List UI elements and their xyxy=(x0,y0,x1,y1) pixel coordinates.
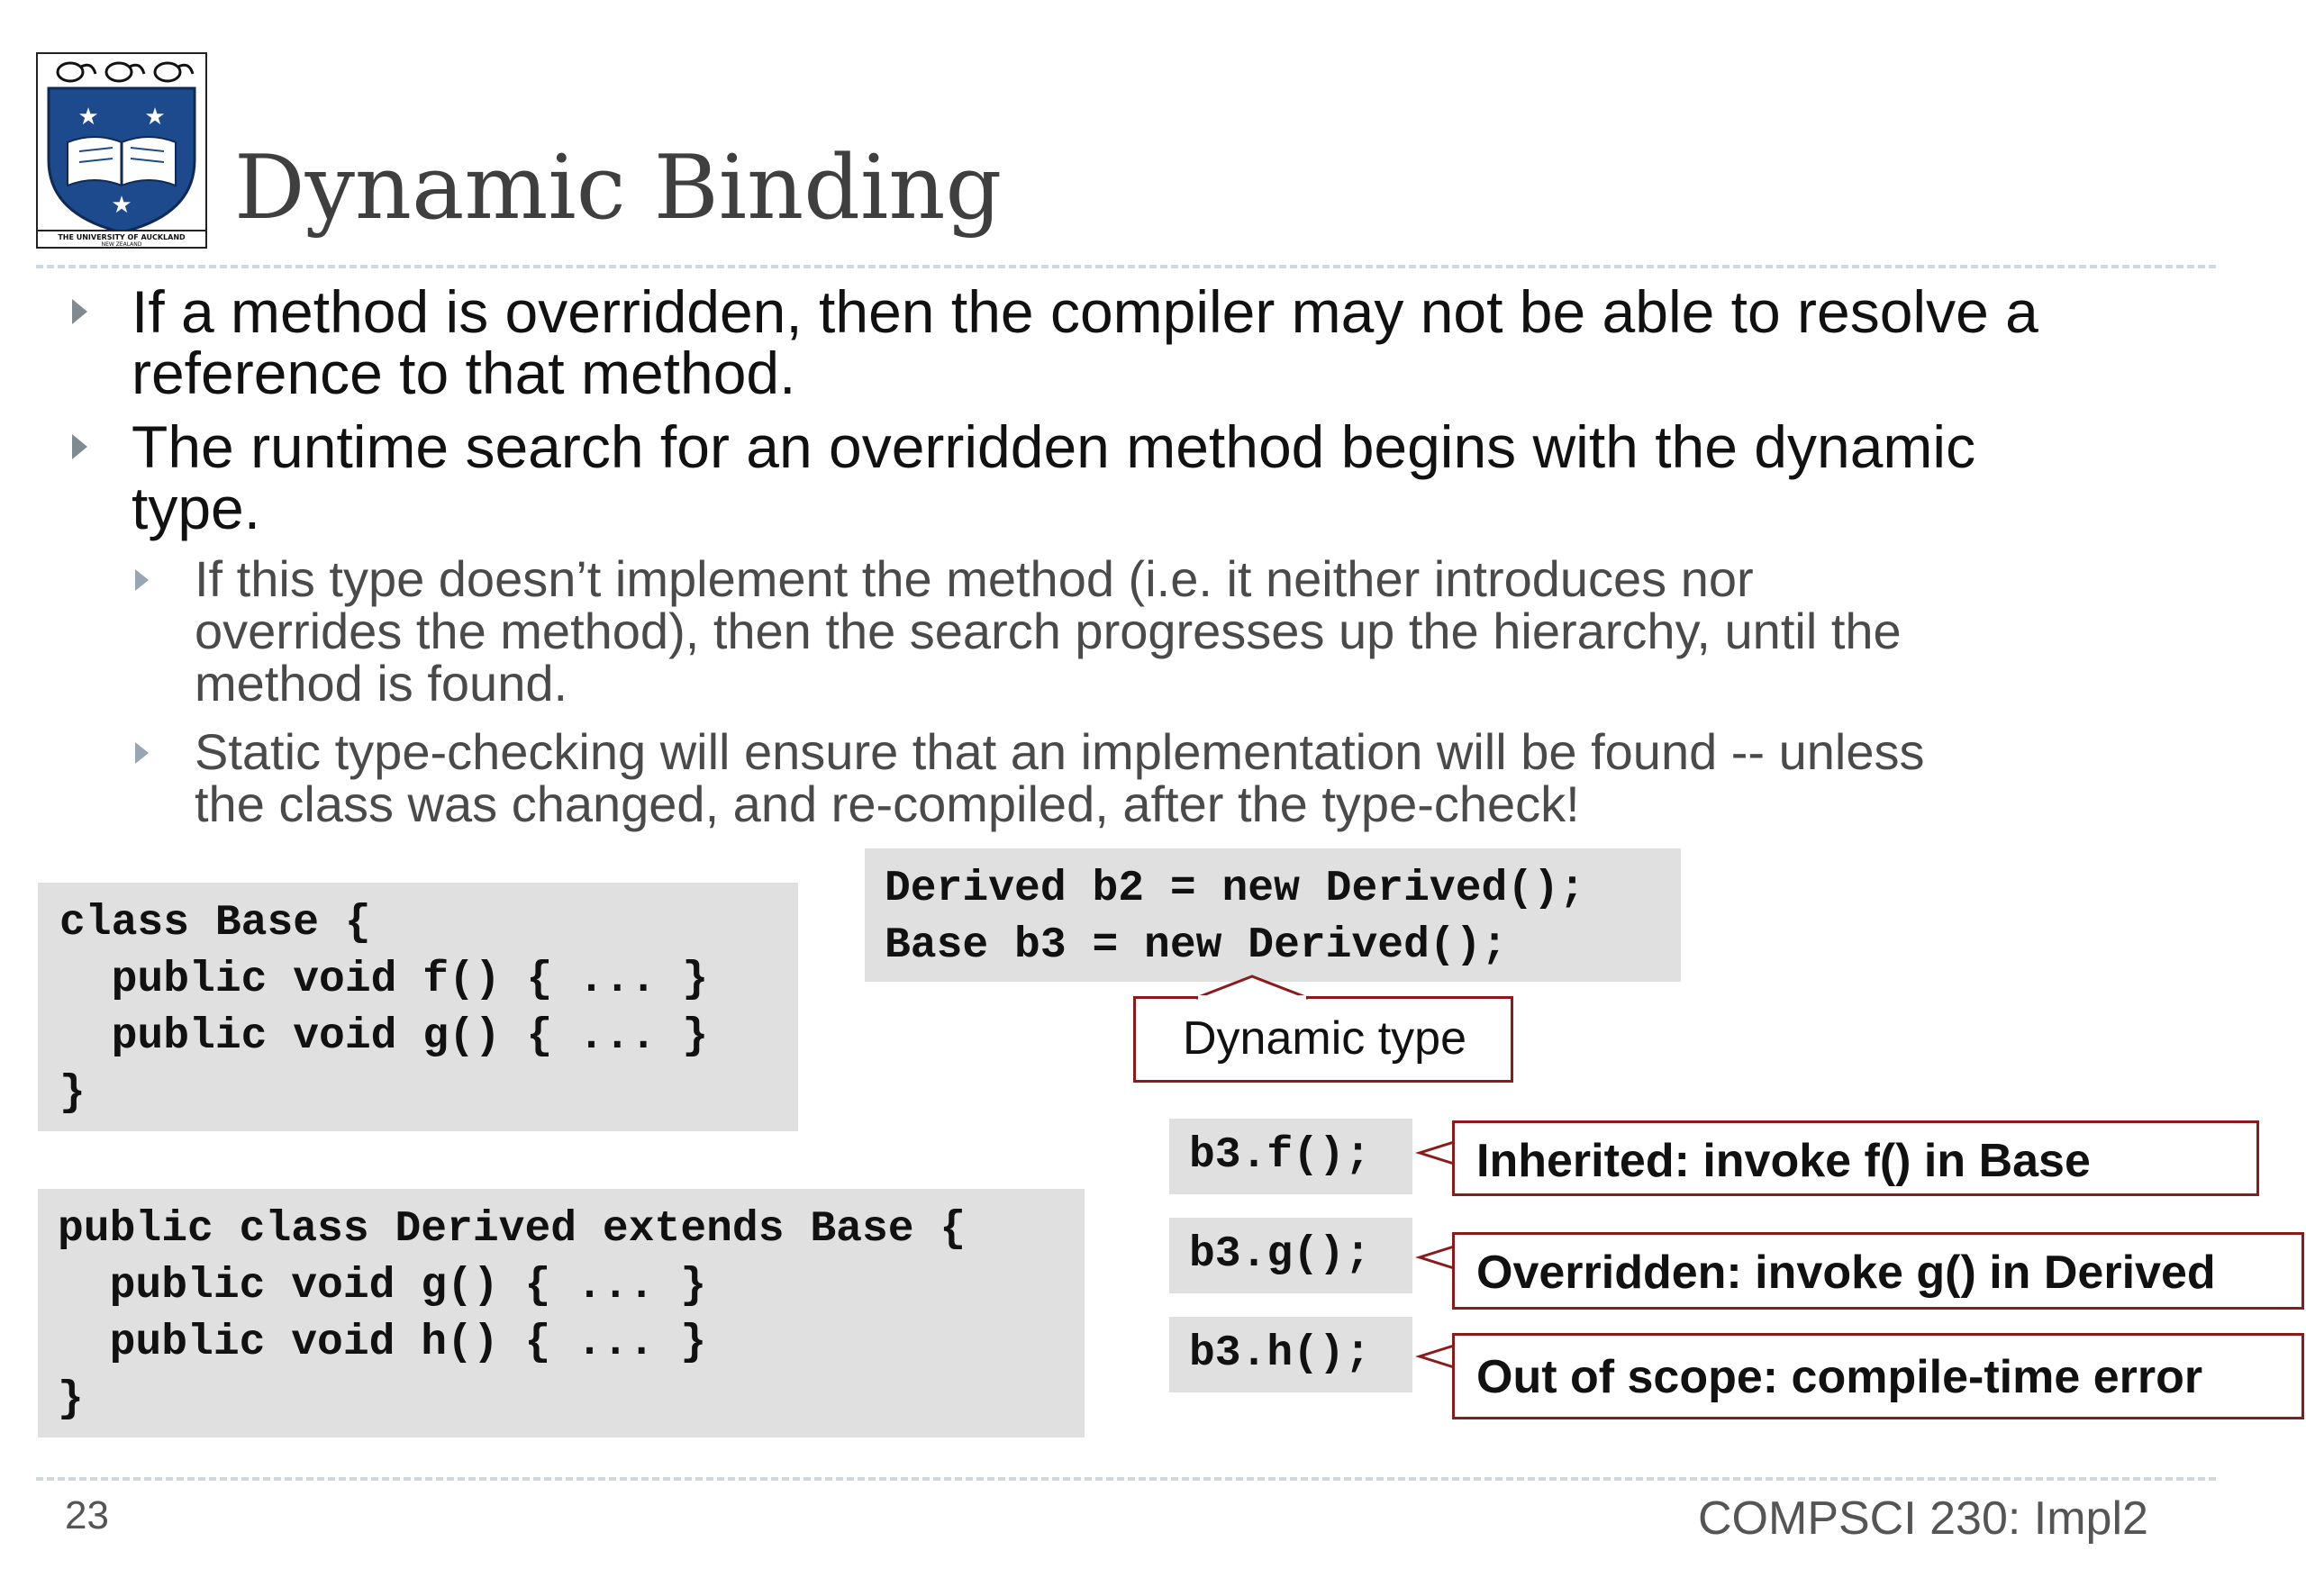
code-base-class: class Base { public void f() { ... } public void g() { ... } } xyxy=(38,883,798,1131)
callout-label: Inherited: invoke f() in Base xyxy=(1476,1135,2091,1187)
result-f-callout xyxy=(1452,1120,2259,1196)
code-call-f: b3.f(); xyxy=(1169,1119,1412,1194)
slide-title: Dynamic Binding xyxy=(234,137,1003,240)
footer-divider xyxy=(36,1477,2216,1481)
bullet-text: The runtime search for an overridden method begins with the dynamic type. xyxy=(132,413,1976,541)
dynamic-type-pointer xyxy=(1196,976,1308,998)
code-call-g: b3.g(); xyxy=(1169,1218,1412,1293)
page-number: 23 xyxy=(65,1493,109,1537)
code-declarations: Derived b2 = new Derived(); Base b3 = new Derived(); xyxy=(865,848,1681,982)
callout-label: Dynamic type xyxy=(1183,1012,1466,1065)
bullet-text: If a method is overridden, then the compiler may not be able to resolve a reference to that method. xyxy=(132,278,2038,406)
bullet-text: Static type-checking will ensure that an implementation will be found -- unless the class was changed, and re-compiled, after the type-check! xyxy=(195,723,1925,832)
callout-label: Overridden: invoke g() in Derived xyxy=(1476,1247,2216,1299)
code-call-h: b3.h(); xyxy=(1169,1317,1412,1392)
svg-text:THE UNIVERSITY OF AUCKLAND: THE UNIVERSITY OF AUCKLAND xyxy=(58,233,186,241)
result-g-callout xyxy=(1452,1232,2304,1310)
course-label: COMPSCI 230: Impl2 xyxy=(1698,1492,2148,1545)
code-derived-class: public class Derived extends Base { public void g() { ... } public void h() { ... } } xyxy=(38,1189,1085,1437)
svg-text:★: ★ xyxy=(77,103,99,130)
callout-label: Out of scope: compile-time error xyxy=(1476,1351,2203,1403)
result-g-pointer xyxy=(1420,1247,1454,1268)
svg-text:★: ★ xyxy=(111,191,132,218)
bullet-text: If this type doesn’t implement the method (i.e. it neither introduces nor overrides the method), then the search progresses up the hierarchy, until the method is found. xyxy=(195,550,1902,712)
svg-text:★: ★ xyxy=(144,103,166,130)
result-h-pointer xyxy=(1420,1346,1454,1367)
svg-text:NEW ZEALAND: NEW ZEALAND xyxy=(101,241,142,248)
result-f-pointer xyxy=(1420,1142,1454,1164)
result-h-callout xyxy=(1452,1333,2304,1419)
